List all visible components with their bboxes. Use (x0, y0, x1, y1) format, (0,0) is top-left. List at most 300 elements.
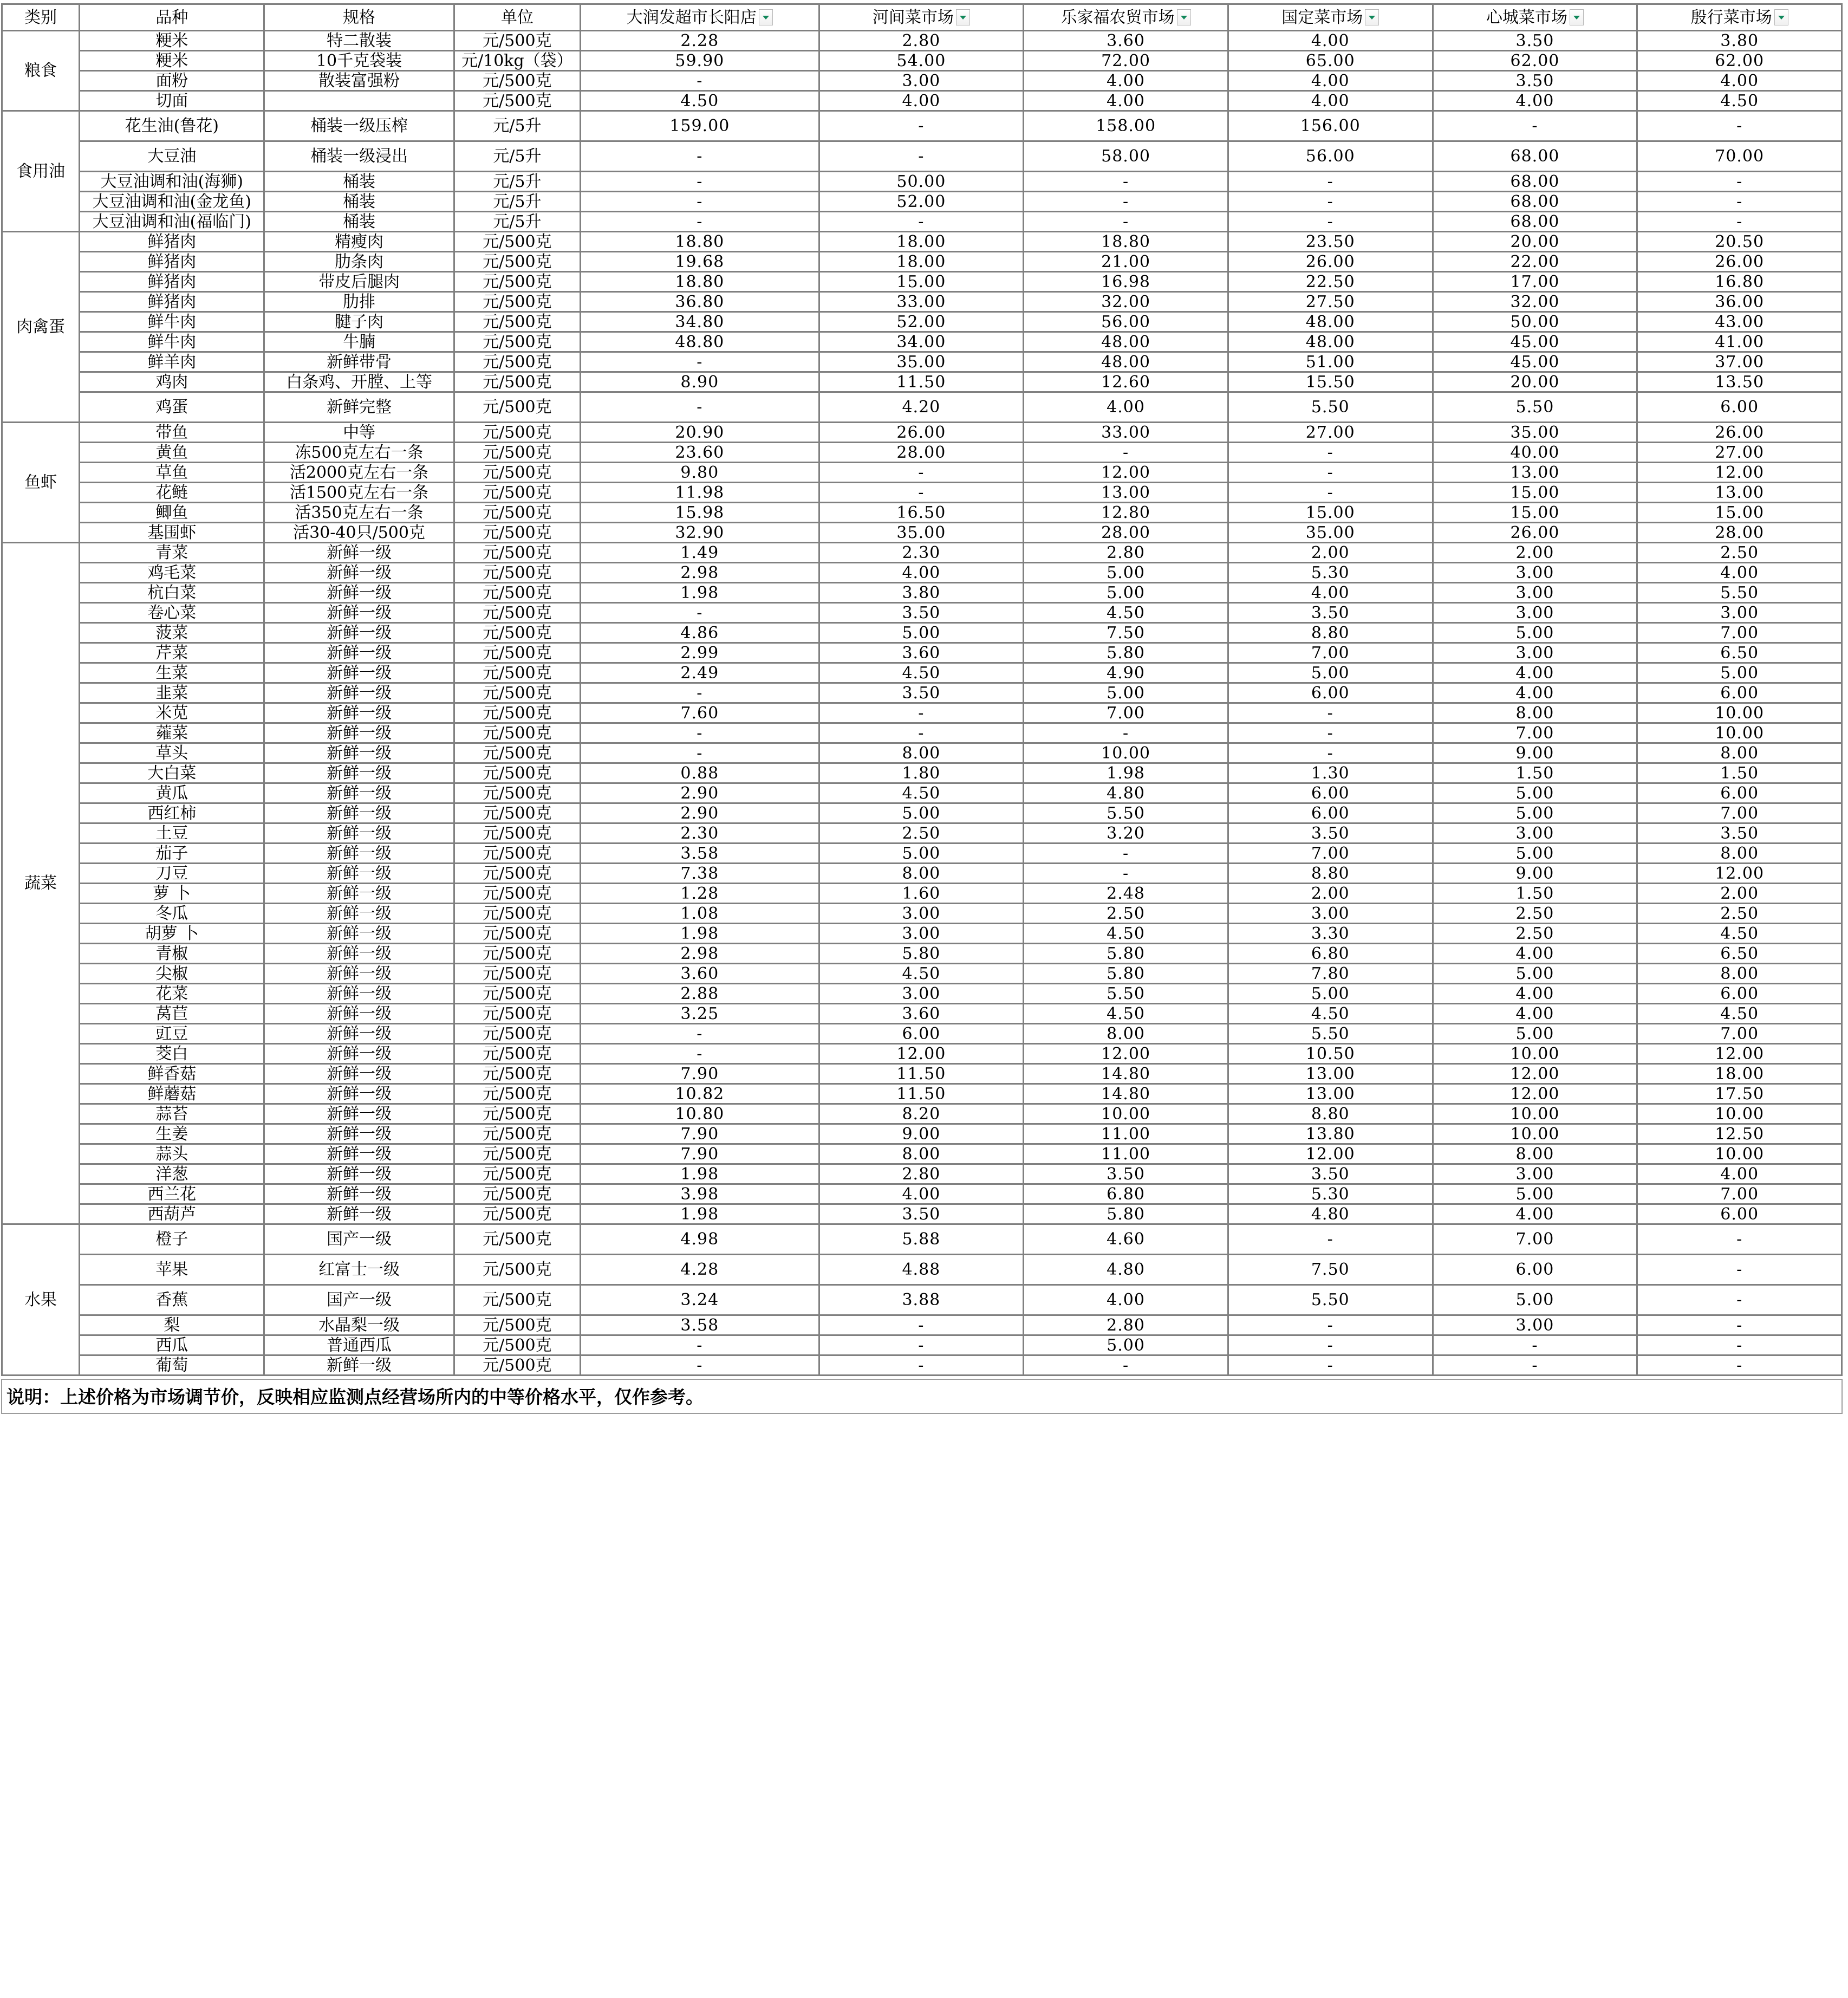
price-cell: 15.00 (1637, 503, 1842, 523)
filter-dropdown-icon[interactable] (956, 9, 970, 25)
price-cell: 11.50 (819, 1064, 1024, 1084)
price-cell: 8.80 (1228, 623, 1433, 643)
price-cell: 27.00 (1228, 423, 1433, 443)
col-header-unit: 单位 (454, 4, 580, 31)
variety-cell: 西瓜 (80, 1335, 264, 1355)
price-cell: 48.00 (1228, 332, 1433, 352)
price-cell: 9.00 (819, 1124, 1024, 1144)
price-cell: 5.00 (819, 623, 1024, 643)
price-cell: - (819, 212, 1024, 232)
price-cell: 16.80 (1637, 272, 1842, 292)
spec-cell: 新鲜一级 (264, 823, 454, 844)
unit-cell: 元/500克 (454, 483, 580, 503)
price-cell: 2.49 (581, 663, 819, 683)
price-cell: - (1228, 192, 1433, 212)
spec-cell: 新鲜一级 (264, 683, 454, 703)
price-cell: - (1024, 864, 1228, 884)
price-cell: 3.00 (1433, 1164, 1637, 1184)
table-row (2, 312, 1842, 332)
market-name-3: 国定菜市场 (1281, 8, 1363, 27)
unit-cell: 元/500克 (454, 543, 580, 563)
price-cell: - (819, 111, 1024, 141)
price-cell: 12.00 (1024, 463, 1228, 483)
unit-cell: 元/500克 (454, 844, 580, 864)
price-cell: 17.50 (1637, 1084, 1842, 1104)
price-cell: 5.00 (819, 844, 1024, 864)
price-cell: 5.00 (1433, 844, 1637, 864)
price-cell: 156.00 (1228, 111, 1433, 141)
unit-cell: 元/500克 (454, 463, 580, 483)
variety-cell: 橙子 (80, 1224, 264, 1255)
variety-cell: 鲜猪肉 (80, 272, 264, 292)
spec-cell: 新鲜一级 (264, 1084, 454, 1104)
price-cell: - (1637, 1285, 1842, 1315)
price-cell: - (1228, 1355, 1433, 1376)
price-cell: 6.80 (1228, 944, 1433, 964)
variety-cell: 洋葱 (80, 1164, 264, 1184)
price-cell: 3.98 (581, 1184, 819, 1204)
price-cell: 62.00 (1637, 51, 1842, 71)
table-row (2, 212, 1842, 232)
price-cell: 3.80 (819, 583, 1024, 603)
price-cell: 15.50 (1228, 372, 1433, 392)
category-cell: 蔬菜 (2, 543, 80, 1224)
spec-cell: 新鲜一级 (264, 703, 454, 723)
price-cell: 3.00 (1228, 904, 1433, 924)
price-cell: 10.00 (1433, 1044, 1637, 1064)
price-cell: - (1024, 723, 1228, 743)
price-cell: 4.98 (581, 1224, 819, 1255)
price-cell: 5.00 (1433, 803, 1637, 823)
price-cell: 56.00 (1024, 312, 1228, 332)
price-cell: 3.58 (581, 844, 819, 864)
table-row (2, 884, 1842, 904)
price-cell: - (1637, 1315, 1842, 1335)
price-cell: 4.00 (1024, 392, 1228, 423)
price-cell: - (1228, 723, 1433, 743)
variety-cell: 鲜猪肉 (80, 252, 264, 272)
variety-cell: 韭菜 (80, 683, 264, 703)
price-cell: - (819, 1355, 1024, 1376)
price-cell: - (581, 352, 819, 372)
price-cell: 6.00 (1228, 683, 1433, 703)
price-cell: 4.00 (1024, 1285, 1228, 1315)
unit-cell: 元/5升 (454, 111, 580, 141)
variety-cell: 鲜香菇 (80, 1064, 264, 1084)
spec-cell: 新鲜一级 (264, 864, 454, 884)
filter-dropdown-icon[interactable] (1177, 9, 1191, 25)
table-row (2, 783, 1842, 803)
price-cell: 3.80 (1637, 31, 1842, 51)
table-row (2, 763, 1842, 783)
price-cell: 2.80 (1024, 1315, 1228, 1335)
unit-cell: 元/500克 (454, 1164, 580, 1184)
unit-cell: 元/500克 (454, 1315, 580, 1335)
spec-cell: 普通西瓜 (264, 1335, 454, 1355)
price-cell: 3.00 (1433, 563, 1637, 583)
table-row (2, 924, 1842, 944)
price-cell: 3.50 (1024, 1164, 1228, 1184)
price-cell: - (1637, 1255, 1842, 1285)
price-cell: 5.30 (1228, 1184, 1433, 1204)
price-cell: - (1228, 743, 1433, 763)
price-cell: 6.50 (1637, 944, 1842, 964)
variety-cell: 粳米 (80, 51, 264, 71)
price-cell: 10.00 (1024, 1104, 1228, 1124)
category-cell: 鱼虾 (2, 423, 80, 543)
table-row (2, 372, 1842, 392)
price-cell: 4.80 (1024, 1255, 1228, 1285)
table-row (2, 71, 1842, 91)
price-cell: - (819, 703, 1024, 723)
table-row (2, 392, 1842, 423)
price-cell: 5.00 (1228, 663, 1433, 683)
price-cell: 8.80 (1228, 864, 1433, 884)
price-cell: - (1024, 1355, 1228, 1376)
col-header-variety: 品种 (80, 4, 264, 31)
price-cell: 15.00 (1433, 483, 1637, 503)
price-cell: 4.00 (1433, 683, 1637, 703)
unit-cell: 元/500克 (454, 332, 580, 352)
price-cell: 8.00 (819, 743, 1024, 763)
price-cell: 159.00 (581, 111, 819, 141)
price-cell: 62.00 (1433, 51, 1637, 71)
price-cell: 7.90 (581, 1144, 819, 1164)
table-row (2, 463, 1842, 483)
price-cell: 10.00 (1024, 743, 1228, 763)
price-cell: 3.24 (581, 1285, 819, 1315)
price-cell: 4.00 (819, 563, 1024, 583)
variety-cell: 黄鱼 (80, 443, 264, 463)
price-cell: 0.88 (581, 763, 819, 783)
price-cell: 5.80 (819, 944, 1024, 964)
price-table (1, 3, 1843, 1376)
table-row (2, 1004, 1842, 1024)
table-row (2, 292, 1842, 312)
price-cell: 3.58 (581, 1315, 819, 1335)
spec-cell: 桶装一级浸出 (264, 141, 454, 172)
unit-cell: 元/500克 (454, 443, 580, 463)
table-row (2, 232, 1842, 252)
price-cell: 4.00 (1637, 71, 1842, 91)
price-cell: 48.80 (581, 332, 819, 352)
price-cell: 1.98 (581, 1164, 819, 1184)
spec-cell: 新鲜一级 (264, 583, 454, 603)
variety-cell: 尖椒 (80, 964, 264, 984)
filter-dropdown-icon[interactable] (1365, 9, 1379, 25)
spec-cell: 活1500克左右一条 (264, 483, 454, 503)
col-header-market-3 (1228, 4, 1433, 31)
spec-cell: 新鲜一级 (264, 803, 454, 823)
price-cell: - (1433, 1355, 1637, 1376)
variety-cell: 鲜蘑菇 (80, 1084, 264, 1104)
price-cell: 7.90 (581, 1124, 819, 1144)
price-cell: 1.98 (581, 1204, 819, 1224)
price-cell: 18.80 (581, 272, 819, 292)
price-cell: 15.00 (1228, 503, 1433, 523)
price-cell: 18.80 (1024, 232, 1228, 252)
price-cell: 8.00 (1433, 1144, 1637, 1164)
price-cell: - (1637, 1355, 1842, 1376)
price-cell: 14.80 (1024, 1084, 1228, 1104)
price-cell: 2.30 (819, 543, 1024, 563)
price-cell: - (1228, 1315, 1433, 1335)
price-cell: 1.98 (1024, 763, 1228, 783)
unit-cell: 元/500克 (454, 1335, 580, 1355)
spec-cell: 桶装一级压榨 (264, 111, 454, 141)
price-cell: 35.00 (819, 352, 1024, 372)
col-header-market-2 (1024, 4, 1228, 31)
variety-cell: 蒜头 (80, 1144, 264, 1164)
price-cell: 18.80 (581, 232, 819, 252)
variety-cell: 米苋 (80, 703, 264, 723)
market-name-4: 心城菜市场 (1486, 8, 1567, 27)
price-cell: 41.00 (1637, 332, 1842, 352)
price-cell: 6.00 (1637, 783, 1842, 803)
variety-cell: 面粉 (80, 71, 264, 91)
price-cell: 21.00 (1024, 252, 1228, 272)
header-row (2, 4, 1842, 31)
price-cell: - (581, 1044, 819, 1064)
spec-cell: 桶装 (264, 192, 454, 212)
table-row (2, 623, 1842, 643)
price-cell: 5.00 (1228, 984, 1433, 1004)
table-row (2, 352, 1842, 372)
unit-cell: 元/500克 (454, 372, 580, 392)
price-cell: 9.80 (581, 463, 819, 483)
price-cell: 9.00 (1433, 743, 1637, 763)
unit-cell: 元/500克 (454, 583, 580, 603)
price-cell: 19.68 (581, 252, 819, 272)
price-cell: 3.00 (819, 904, 1024, 924)
price-cell: 8.90 (581, 372, 819, 392)
price-cell: 3.00 (819, 984, 1024, 1004)
price-cell: 5.50 (1228, 1285, 1433, 1315)
unit-cell: 元/500克 (454, 683, 580, 703)
price-cell: 51.00 (1228, 352, 1433, 372)
price-cell: 4.00 (1228, 583, 1433, 603)
filter-dropdown-icon[interactable] (759, 9, 773, 25)
price-cell: 10.00 (1637, 1144, 1842, 1164)
price-cell: 16.50 (819, 503, 1024, 523)
price-cell: 5.00 (1024, 683, 1228, 703)
price-cell: 3.88 (819, 1285, 1024, 1315)
price-cell: 4.00 (1433, 91, 1637, 111)
variety-cell: 西兰花 (80, 1184, 264, 1204)
price-cell: 26.00 (819, 423, 1024, 443)
price-cell: 13.00 (1228, 1064, 1433, 1084)
price-cell: 10.00 (1637, 703, 1842, 723)
price-cell: 4.00 (1433, 984, 1637, 1004)
table-row (2, 332, 1842, 352)
price-cell: 33.00 (1024, 423, 1228, 443)
unit-cell: 元/500克 (454, 904, 580, 924)
variety-cell: 梨 (80, 1315, 264, 1335)
price-cell: 9.00 (1433, 864, 1637, 884)
price-cell: 3.50 (1228, 603, 1433, 623)
price-cell: 4.00 (1024, 71, 1228, 91)
filter-dropdown-icon[interactable] (1570, 9, 1584, 25)
price-cell: 1.08 (581, 904, 819, 924)
spec-cell: 白条鸡、开膛、上等 (264, 372, 454, 392)
unit-cell: 元/500克 (454, 1124, 580, 1144)
price-cell: 12.00 (1433, 1084, 1637, 1104)
spec-cell: 肋条肉 (264, 252, 454, 272)
spec-cell: 新鲜一级 (264, 1104, 454, 1124)
price-cell: 4.50 (1637, 1004, 1842, 1024)
price-cell: 6.00 (1228, 803, 1433, 823)
price-cell: 32.00 (1433, 292, 1637, 312)
table-row (2, 1285, 1842, 1315)
variety-cell: 草头 (80, 743, 264, 763)
price-cell: 20.00 (1433, 232, 1637, 252)
spec-cell (264, 91, 454, 111)
unit-cell: 元/500克 (454, 984, 580, 1004)
price-cell: 13.00 (1433, 463, 1637, 483)
price-cell: 4.50 (1024, 603, 1228, 623)
price-cell: 8.00 (1637, 844, 1842, 864)
price-cell: 13.50 (1637, 372, 1842, 392)
spec-cell: 新鲜一级 (264, 763, 454, 783)
unit-cell: 元/500克 (454, 1004, 580, 1024)
price-cell: 5.80 (1024, 643, 1228, 663)
spec-cell: 新鲜一级 (264, 1044, 454, 1064)
price-cell: 59.90 (581, 51, 819, 71)
price-cell: 50.00 (1433, 312, 1637, 332)
variety-cell: 芹菜 (80, 643, 264, 663)
price-cell: 35.00 (1433, 423, 1637, 443)
spec-cell: 新鲜一级 (264, 1204, 454, 1224)
price-cell: 3.00 (1433, 823, 1637, 844)
table-row (2, 1104, 1842, 1124)
price-cell: 3.30 (1228, 924, 1433, 944)
price-cell: 40.00 (1433, 443, 1637, 463)
price-cell: - (581, 192, 819, 212)
price-cell: 3.50 (819, 1204, 1024, 1224)
price-cell: 5.80 (1024, 964, 1228, 984)
price-cell: 2.00 (1637, 884, 1842, 904)
price-cell: 4.00 (819, 91, 1024, 111)
price-cell: 58.00 (1024, 141, 1228, 172)
price-cell: 3.00 (819, 71, 1024, 91)
variety-cell: 大豆油调和油(金龙鱼) (80, 192, 264, 212)
unit-cell: 元/500克 (454, 623, 580, 643)
table-header (2, 4, 1842, 31)
price-cell: 48.00 (1024, 332, 1228, 352)
price-cell: 1.50 (1433, 763, 1637, 783)
price-cell: 3.50 (1433, 71, 1637, 91)
table-row (2, 1144, 1842, 1164)
unit-cell: 元/500克 (454, 1184, 580, 1204)
price-cell: - (819, 1335, 1024, 1355)
table-row (2, 483, 1842, 503)
table-row (2, 423, 1842, 443)
variety-cell: 生姜 (80, 1124, 264, 1144)
price-cell: 18.00 (819, 252, 1024, 272)
table-row (2, 1315, 1842, 1335)
unit-cell: 元/500克 (454, 944, 580, 964)
price-cell: 1.28 (581, 884, 819, 904)
spec-cell: 新鲜一级 (264, 884, 454, 904)
spec-cell: 国产一级 (264, 1285, 454, 1315)
price-cell: 16.98 (1024, 272, 1228, 292)
variety-cell: 大豆油调和油(海狮) (80, 172, 264, 192)
footnote: 说明：上述价格为市场调节价，反映相应监测点经营场所内的中等价格水平，仅作参考。 (1, 1379, 1843, 1414)
variety-cell: 豇豆 (80, 1024, 264, 1044)
unit-cell: 元/500克 (454, 1144, 580, 1164)
spec-cell: 新鲜一级 (264, 984, 454, 1004)
price-cell: 5.50 (1433, 392, 1637, 423)
price-cell: 2.00 (1433, 543, 1637, 563)
price-cell: 2.50 (819, 823, 1024, 844)
price-cell: 35.00 (1228, 523, 1433, 543)
market-name-0: 大润发超市长阳店 (626, 8, 757, 27)
price-cell: 26.00 (1433, 523, 1637, 543)
price-cell: - (581, 603, 819, 623)
unit-cell: 元/5升 (454, 141, 580, 172)
table-row (2, 51, 1842, 71)
unit-cell: 元/5升 (454, 212, 580, 232)
price-cell: - (819, 723, 1024, 743)
price-cell: 26.00 (1637, 252, 1842, 272)
price-cell: 4.80 (1024, 783, 1228, 803)
price-cell: 5.00 (819, 803, 1024, 823)
price-cell: 3.60 (819, 643, 1024, 663)
spec-cell: 新鲜一级 (264, 1184, 454, 1204)
price-cell: 8.00 (1024, 1024, 1228, 1044)
table-row (2, 1124, 1842, 1144)
unit-cell: 元/500克 (454, 272, 580, 292)
price-cell: - (1024, 844, 1228, 864)
spec-cell: 中等 (264, 423, 454, 443)
price-cell: 5.80 (1024, 1204, 1228, 1224)
price-cell: 33.00 (819, 292, 1024, 312)
price-cell: 5.00 (1024, 1335, 1228, 1355)
price-cell: 68.00 (1433, 212, 1637, 232)
variety-cell: 花生油(鲁花) (80, 111, 264, 141)
price-cell: 7.50 (1024, 623, 1228, 643)
unit-cell: 元/500克 (454, 783, 580, 803)
price-cell: 20.90 (581, 423, 819, 443)
price-cell: 13.00 (1228, 1084, 1433, 1104)
price-cell: 2.88 (581, 984, 819, 1004)
unit-cell: 元/500克 (454, 964, 580, 984)
table-row (2, 844, 1842, 864)
price-cell: 1.30 (1228, 763, 1433, 783)
price-cell: 12.60 (1024, 372, 1228, 392)
unit-cell: 元/10kg（袋） (454, 51, 580, 71)
spec-cell: 新鲜一级 (264, 1164, 454, 1184)
unit-cell: 元/500克 (454, 1104, 580, 1124)
price-cell: - (1228, 443, 1433, 463)
table-row (2, 31, 1842, 51)
variety-cell: 花菜 (80, 984, 264, 1004)
price-cell: 6.00 (1228, 783, 1433, 803)
price-cell: - (1228, 212, 1433, 232)
price-cell: 2.50 (1637, 543, 1842, 563)
price-cell: - (1024, 192, 1228, 212)
table-row (2, 443, 1842, 463)
spec-cell: 活2000克左右一条 (264, 463, 454, 483)
unit-cell: 元/500克 (454, 252, 580, 272)
price-cell: 13.80 (1228, 1124, 1433, 1144)
price-cell: 7.00 (1637, 803, 1842, 823)
price-cell: 65.00 (1228, 51, 1433, 71)
price-cell: 11.50 (819, 372, 1024, 392)
filter-dropdown-icon[interactable] (1774, 9, 1788, 25)
spec-cell: 新鲜一级 (264, 904, 454, 924)
price-cell: 32.00 (1024, 292, 1228, 312)
